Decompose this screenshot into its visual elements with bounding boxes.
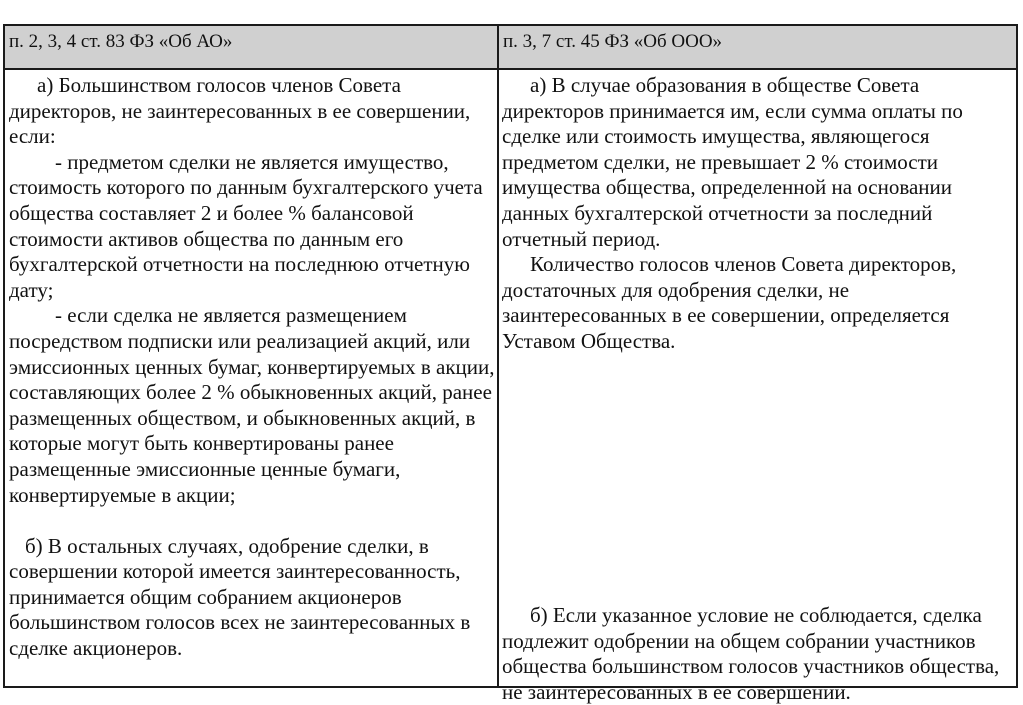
header-cell-llc-law: п. 3, 7 ст. 45 ФЗ «Об ООО» (499, 26, 1016, 70)
right-clause-b: б) Если указанное условие не соблюдается, сделка подлежит одобрении на общем собрании участников общества большинством голосов участников общества, не заинтересованных в ее совершении. (502, 603, 1000, 704)
right-body-cell (499, 70, 1016, 704)
left-body-cell (5, 70, 499, 686)
left-clause-b: б) В остальных случаях, одобрение сделки, в совершении которой имеется заинтересованность, принимается общим собранием акционеров большинством голосов всех не заинтересованных в сделке акционеров. (9, 533, 471, 661)
header-cell-joint-stock-law: п. 2, 3, 4 ст. 83 ФЗ «Об АО» (5, 26, 499, 70)
left-clause-a-item-1: - предметом сделки не является имущество, стоимость которого по данным бухгалтерского учета общества составляет 2 и более % балансовой стоимости активов общества по данным его бухгалтерской отчетности на последнюю отчетную дату; (9, 149, 483, 302)
right-clause-a-text: а) В случае образования в обществе Совета директоров принимается им, если сумма оплаты по сделке или стоимость имущества, являющегося предметом сделки, не превышает 2 % стоимости имущества общества, определенной на основании данных бухгалтерской отчетности за последний отчетный период. (502, 73, 963, 251)
right-clause-a-votes: Количество голосов членов Совета директоров, достаточных для одобрения сделки, не заинтересованных в ее совершении, определяется Уставом Общества. (502, 252, 957, 353)
left-clause-a-item-2: - если сделка не является размещением посредством подписки или реализацией акций, или эмиссионных ценных бумаг, конвертируемых в акции, составляющих более 2 % обыкновенных акций, ранее размещенных обществом, и обыкновенных акций, в которые могут быть конвертированы ранее размещенные эмиссионные ценные бумаги, конвертируемые в акции; (9, 303, 495, 507)
spacer (9, 508, 495, 534)
left-clause-a-intro: а) Большинством голосов членов Совета директоров, не заинтересованных в ее совершении, если: (9, 73, 471, 149)
comparison-table (3, 24, 1018, 704)
